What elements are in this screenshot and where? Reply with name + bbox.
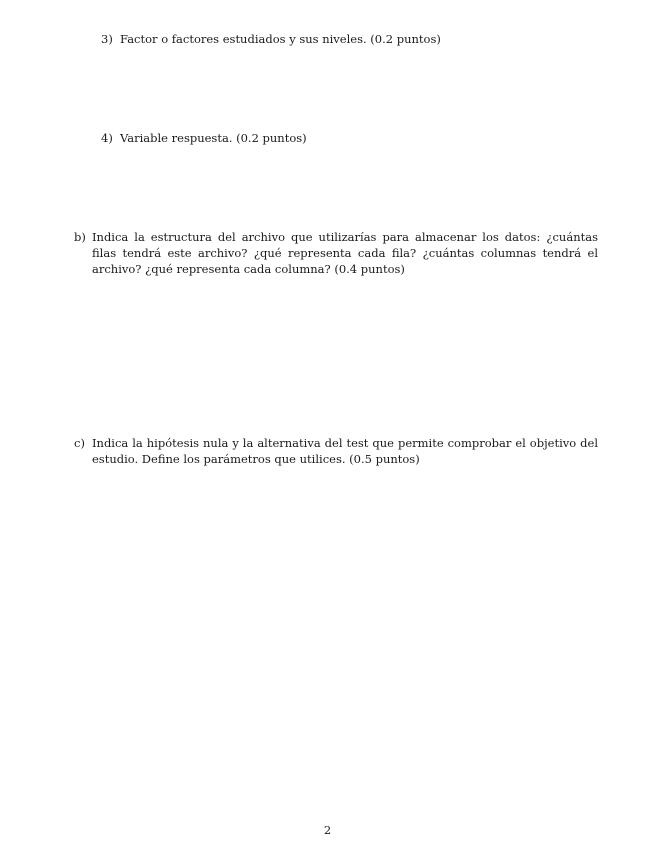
question-text: Factor o factores estudiados y sus niveles. (0.2 puntos) (120, 32, 441, 46)
question-item-3 (101, 31, 581, 47)
question-text: Indica la estructura del archivo que utilizarías para almacenar los datos: ¿cuántas filas tendrá este archivo? ¿qué representa cada fila? ¿cuántas columnas tendrá el archivo? ¿qué representa cada columna? (0.4 puntos) (92, 230, 598, 276)
question-letter: b) (74, 230, 86, 244)
question-text: Indica la hipótesis nula y la alternativa del test que permite comprobar el objetivo del estudio. Define los parámetros que utilices. (0.5 puntos) (92, 436, 598, 466)
question-text: Variable respuesta. (0.2 puntos) (120, 131, 307, 145)
question-item-4 (101, 130, 581, 146)
page-number: 2 (323, 823, 332, 837)
question-number: 3) (101, 32, 113, 46)
question-item-b (74, 229, 598, 277)
question-item-c (74, 435, 598, 467)
question-letter: c) (74, 436, 85, 450)
question-number: 4) (101, 131, 113, 145)
